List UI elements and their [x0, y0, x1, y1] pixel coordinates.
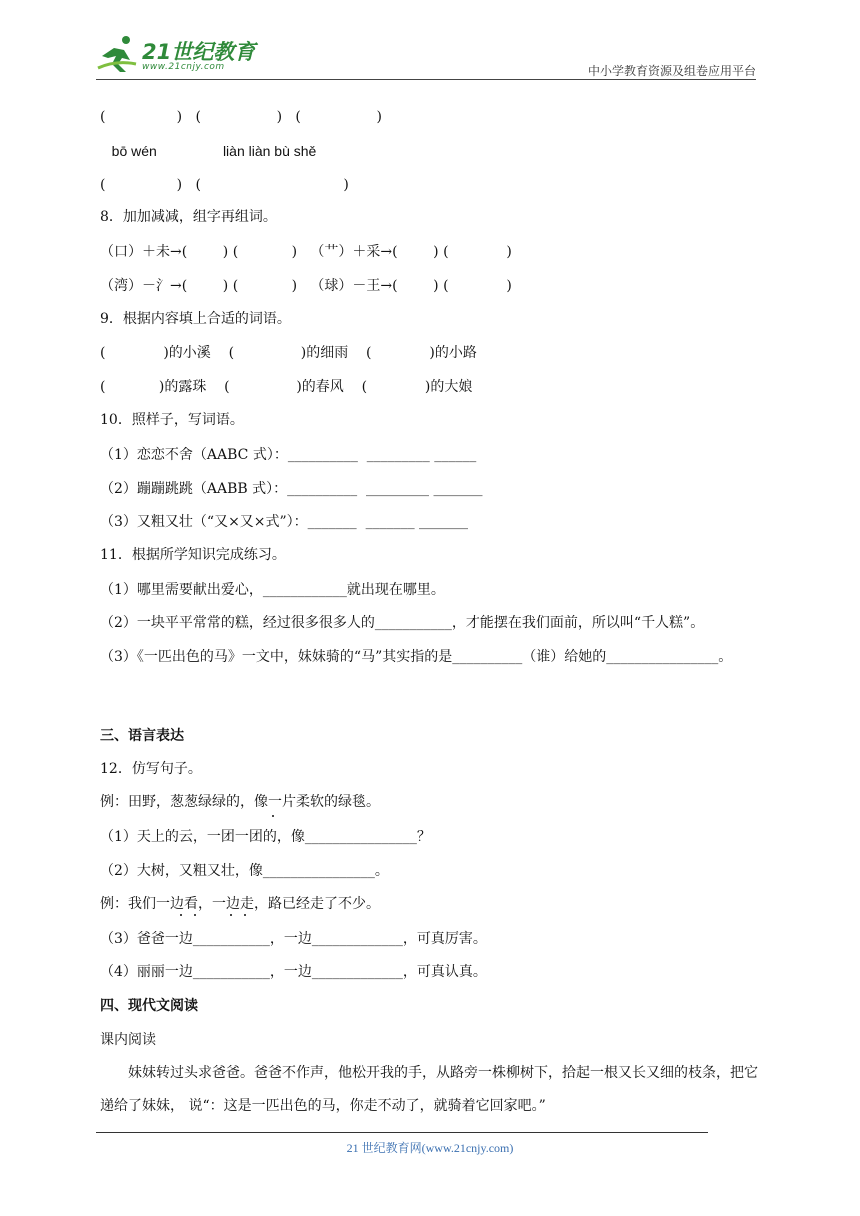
platform-name: 中小学教育资源及组卷应用平台 — [587, 64, 756, 78]
question-9-title: 9．根据内容填上合适的词语。 — [100, 311, 291, 327]
footer-divider — [96, 1132, 708, 1133]
question-11-item-3: （3）《一匹出色的马》一文中，妹妹骑的“马”其实指的是__________（谁）给她的________________。 — [100, 649, 733, 665]
question-11-item-2: （2）一块平平常常的糕，经过很多很多人的___________，才能摆在我们面前，所以叫“千人糕”。 — [100, 615, 705, 631]
question-12-item-1: （1）天上的云，一团一团的，像________________？ — [100, 829, 431, 845]
question-8-row-2: （湾）－氵→( ) ( ) （球）－王→( ) ( ) — [100, 278, 512, 294]
footer-text: 21 世纪教育网(www.21cnjy.com) — [346, 1141, 514, 1155]
logo-text: 21世纪教育 — [142, 40, 256, 64]
example-sentence-1: 例：田野，葱葱绿绿的，像一片柔软的绿毯。 — [100, 794, 380, 810]
question-12-item-4: （4）丽丽一边___________，一边_____________，可真认真。 — [100, 964, 487, 980]
reading-subtitle: 课内阅读 — [100, 1032, 156, 1048]
emphasis-dot — [244, 914, 246, 916]
question-12-item-3: （3）爸爸一边___________，一边_____________，可真厉害。 — [100, 931, 487, 947]
reading-passage: 妹妹转过头求爸爸。爸爸不作声，他松开我的手，从路旁一株柳树下，拾起一根又长又细的枝条，把它递给了妹妹， 说“：这是一匹出色的马，你走不动了，就骑着它回家吧。” — [100, 1065, 758, 1114]
emphasis-dot — [194, 914, 196, 916]
question-12-item-2: （2）大树，又粗又壮，像________________。 — [100, 863, 389, 879]
section-heading-4: 四、现代文阅读 — [100, 998, 198, 1014]
logo-url: www.21cnjy.com — [142, 62, 225, 72]
blank-row-2: ( ) ( ) — [100, 177, 349, 193]
example-sentence-2: 例：我们一边看，一边走，路已经走了不少。 — [100, 896, 380, 912]
question-9-row-1: ( )的小溪 ( )的细雨 ( )的小路 — [100, 345, 477, 361]
question-10-item-1: （1）恋恋不舍（AABC 式）：__________ _________ ______ — [100, 447, 477, 463]
header-divider — [96, 79, 756, 80]
runner-icon — [96, 34, 140, 74]
emphasis-dot — [272, 815, 274, 817]
question-11-title: 11．根据所学知识完成练习。 — [100, 547, 286, 563]
question-11-item-1: （1）哪里需要献出爱心，____________就出现在哪里。 — [100, 582, 445, 598]
emphasis-dot — [230, 914, 232, 916]
site-logo — [96, 34, 266, 78]
section-heading-3: 三、语言表达 — [100, 728, 184, 744]
question-10-title: 10．照样子，写词语。 — [100, 412, 244, 428]
question-9-row-2: ( )的露珠 ( )的春风 ( )的大娘 — [100, 379, 473, 395]
pinyin-row: bō wén liàn liàn bù shě — [100, 143, 317, 159]
blank-row-1: ( ) ( ) ( ) — [100, 109, 382, 125]
emphasis-dot — [180, 914, 182, 916]
question-10-item-3: （3）又粗又壮（“又×又×式”）：_______ _______ _______ — [100, 514, 469, 530]
question-8-title: 8．加加减减，组字再组词。 — [100, 209, 277, 225]
question-8-row-1: （口）＋未→( ) ( ) （艹）＋采→( ) ( ) — [100, 244, 512, 260]
question-12-title: 12．仿写句子。 — [100, 761, 202, 777]
question-10-item-2: （2）蹦蹦跳跳（AABB 式）：__________ _________ _______ — [100, 481, 483, 497]
